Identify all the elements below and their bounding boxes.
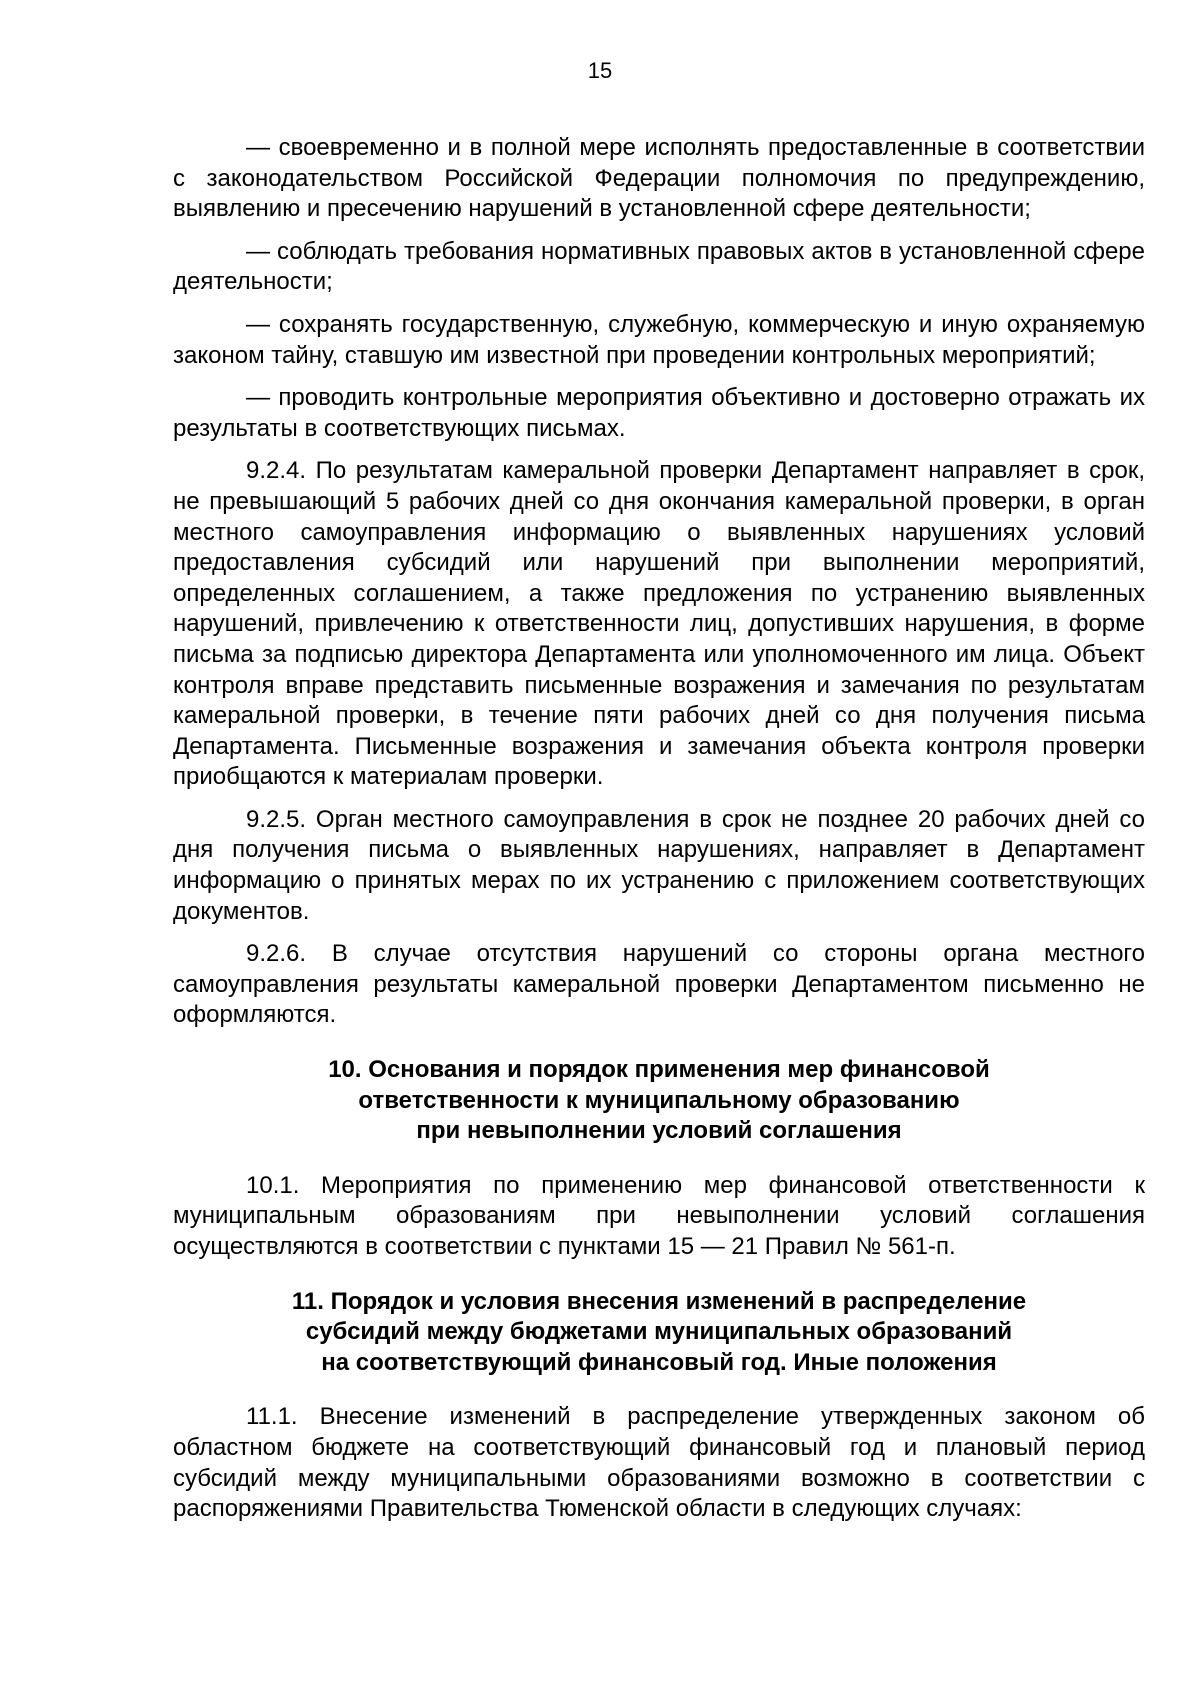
paragraph-11-1: 11.1. Внесение изменений в распределение утвержденных законом об областном бюджете на соответствующий финансовый год и плановый период субсидий между муниципальными образованиями возможно в соответствии с распоряжениями Правительства Тюменской области в следующих случаях: xyxy=(173,1403,1145,1523)
section-11-heading-line: субсидий между бюджетами муниципальных образований xyxy=(305,1318,1013,1346)
paragraph-duty-secrecy: — сохранять государственную, служебную, коммерческую и иную охраняемую законом тайну, ставшую им известной при проведении контрольных мероприятий; xyxy=(173,310,1145,369)
section-10-heading-line: 10. Основания и порядок применения мер финансовой xyxy=(328,1056,990,1084)
page-number: 15 xyxy=(587,58,613,83)
section-11-heading xyxy=(173,1287,1145,1379)
section-11-heading-line: на соответствующий финансовый год. Иные положения xyxy=(321,1348,997,1376)
paragraph-duty-comply: — соблюдать требования нормативных правовых актов в установленной сфере деятельности; xyxy=(173,237,1145,296)
paragraph-10-1: 10.1. Мероприятия по применению мер финансовой ответственности к муниципальным образованиям при невыполнении условий соглашения осуществляются в соответствии с пунктами 15 — 21 Правил № 561-п. xyxy=(173,1171,1145,1260)
section-10-heading xyxy=(173,1055,1145,1147)
section-11-heading-line: 11. Порядок и условия внесения изменений в распределение xyxy=(291,1287,1027,1315)
paragraph-duty-timely: — своевременно и в полной мере исполнять предоставленные в соответствии с законодательством Российской Федерации полномочия по предупреждению, выявлению и пресечению нарушений в установленной сфере деятельности; xyxy=(173,134,1145,223)
paragraph-9-2-5: 9.2.5. Орган местного самоуправления в срок не позднее 20 рабочих дней со дня получения письма о выявленных нарушениях, направляет в Департамент информацию о принятых мерах по их устранению с приложением соответствующих документов. xyxy=(173,805,1145,925)
document-body xyxy=(173,133,1145,1537)
paragraph-9-2-6: 9.2.6. В случае отсутствия нарушений со стороны органа местного самоуправления результаты камеральной проверки Департаментом письменно не оформляются. xyxy=(173,940,1145,1029)
section-10-heading-line: ответственности к муниципальному образованию xyxy=(358,1086,960,1114)
paragraph-9-2-4: 9.2.4. По результатам камеральной проверки Департамент направляет в срок, не превышающий 5 рабочих дней со дня окончания камеральной проверки, в орган местного самоуправления информацию о выявленных нарушениях условий предоставления субсидий или нарушений при выполнении мероприятий, определенных соглашением, а также предложения по устранению выявленных нарушений, привлечению к ответственности лиц, допустивших нарушения, в форме письма за подписью директора Департамента или уполномоченного им лица. Объект контроля вправе представить письменные возражения и замечания по результатам камеральной проверки, в течение пяти рабочих дней со дня получения письма Департамента. Письменные возражения и замечания объекта контроля проверки приобщаются к материалам проверки. xyxy=(173,457,1145,791)
paragraph-duty-objective: — проводить контрольные мероприятия объективно и достоверно отражать их результаты в соответствующих письмах. xyxy=(173,384,1145,442)
section-10-heading-line: при невыполнении условий соглашения xyxy=(416,1117,902,1145)
